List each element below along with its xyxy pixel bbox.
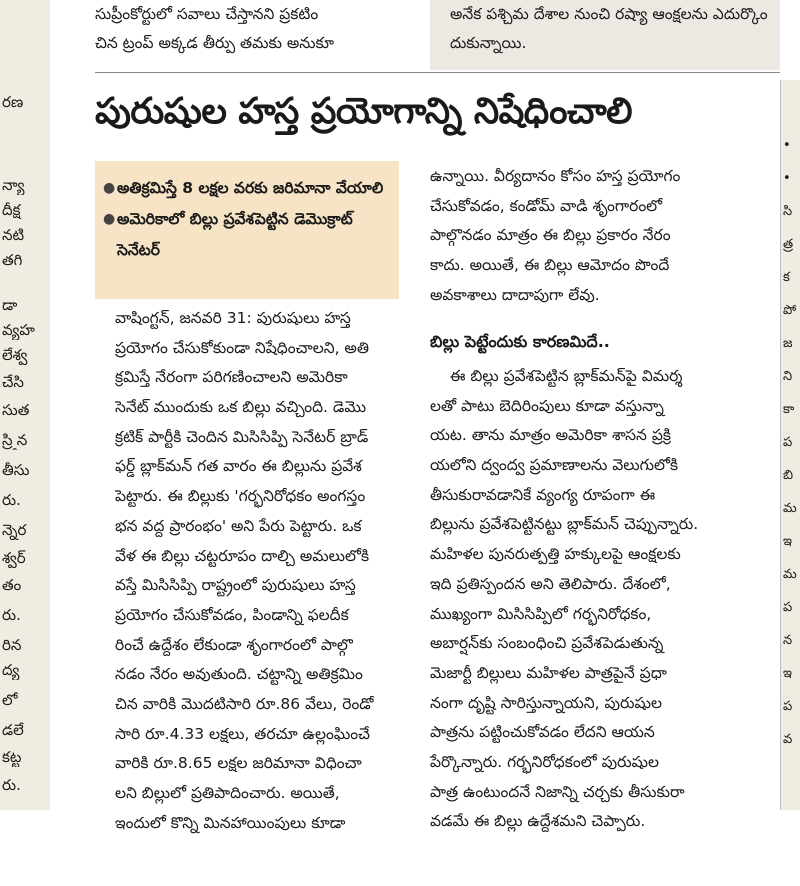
text-line: తీసుకురావడానికే వ్యంగ్య రూపంగా ఈ <box>430 485 656 504</box>
bullet-icon: ● <box>103 211 116 227</box>
text-line: పేర్కొన్నారు. గర్భనిరోధకంలో పురుషుల <box>430 752 660 771</box>
article-headline: పురుషుల హస్త ప్రయోగాన్ని నిషేధించాలి <box>95 91 633 132</box>
text-line: కాదు. అయితే, ఈ బిల్లు ఆమోదం పొందే <box>430 256 670 275</box>
text-fragment: త్ర <box>783 237 794 252</box>
text-fragment: న్నెర <box>2 521 27 539</box>
text-fragment: • <box>783 138 791 153</box>
text-line: యలోని ద్వంద్వ ప్రమాణాలను వెలుగులోకి <box>430 456 679 475</box>
highlight-item <box>103 173 391 204</box>
text-line: ముఖ్యంగా మిసిసిప్పిలో గర్భనిరోధకం, <box>430 604 652 623</box>
text-line: వేళ ఈ బిల్లు చట్టరూపం దాల్చి అమలులోకి <box>115 546 370 565</box>
text-line: రించే ఉద్దేశం లేకుండా శృంగారంలో పాల్గొ <box>115 635 353 654</box>
text-line: పాల్గొనడం మాత్రం ఈ బిల్లు ప్రకారం నేరం <box>430 226 671 245</box>
article-subheading: బిల్లు పెట్టేందుకు కారణమిదే.. <box>430 332 610 351</box>
text-fragment: దీక్ష <box>2 201 21 219</box>
article-column-2-body <box>430 362 775 837</box>
text-fragment: మ <box>783 501 797 516</box>
text-fragment: ప <box>783 600 793 615</box>
text-line: అవకాశాలు దాదాపుగా లేవు. <box>430 285 600 304</box>
text-fragment: వ్యహ <box>2 321 35 339</box>
text-fragment: బి <box>783 468 794 483</box>
previous-article-text-left <box>95 0 420 70</box>
text-line: భన వద్ద ప్రారంభం' అని పేరు పెట్టారు. ఒక <box>115 516 362 535</box>
text-line: చేసుకోవడం, కండోమ్ వాడి శృంగారంలో <box>430 196 663 215</box>
text-fragment: ఇ <box>783 666 792 681</box>
text-fragment: ఇ <box>783 534 792 549</box>
text-line: పాత్రను పట్టించుకోవడం లేదని ఆయన <box>430 723 655 742</box>
text-line: యట. తాను మాత్రం అమెరికా శాసన ప్రక్రి <box>430 426 671 445</box>
text-fragment: తగి <box>2 251 23 269</box>
text-fragment: లో <box>2 691 18 709</box>
text-fragment: జ <box>783 336 793 351</box>
divider <box>95 72 780 73</box>
text-line: ప్రయోగం చేసుకోకుండా నిషేధించాలని, అతి <box>115 338 369 357</box>
article-column-1 <box>115 304 405 838</box>
highlight-text: అమెరికాలో బిల్లు ప్రవేశపెట్టిన డెమొక్రాట్ సెనేటర్ <box>117 210 353 259</box>
text-line: వడమే ఈ బిల్లు ఉద్దేశమని చెప్పారు. <box>430 812 646 831</box>
text-fragment: ప <box>783 435 793 450</box>
text-fragment: • <box>783 171 791 186</box>
text-fragment: పో <box>783 303 797 318</box>
text-line: పాత్ర ఉంటుందనే నిజాన్ని చర్చకు తీసుకురా <box>430 782 685 801</box>
text-fragment: న <box>783 633 793 648</box>
text-line: మహిళల పునరుత్పత్తి హక్కులపై ఆంక్షలకు <box>430 545 681 564</box>
text-fragment: కా <box>783 402 795 417</box>
text-fragment: మ <box>783 567 797 582</box>
text-line: వారికి రూ.8.65 లక్షల జరిమానా విధించా <box>115 754 362 773</box>
text-fragment: క <box>783 270 790 285</box>
text-line: లతో పాటు బెదిరింపులు కూడా వస్తున్నా <box>430 396 664 415</box>
text-fragment: నటి <box>2 226 25 244</box>
highlight-item <box>103 204 391 266</box>
text-fragment: స్ర్తిన <box>2 431 28 449</box>
text-line: అనేక పశ్చిమ దేశాల నుంచి రష్యా ఆంక్షలను ఎదుర్కొం <box>450 5 768 23</box>
text-fragment: సి <box>783 204 793 219</box>
text-line: సెనేట్ ముందుకు ఒక బిల్లు వచ్చింది. డెమొ <box>115 398 367 417</box>
text-line: నడం నేరం అవుతుంది. చట్టాన్ని అతిక్రమిం <box>115 665 363 684</box>
text-fragment: రణ <box>2 93 24 111</box>
text-fragment: రిన <box>2 636 22 654</box>
text-fragment: శ్వర్ <box>2 549 26 567</box>
text-line: సుప్రీంకోర్టులో సవాలు చేస్తానని ప్రకటిం <box>95 5 319 23</box>
text-fragment: రు. <box>2 776 21 794</box>
text-fragment: తీసు <box>2 461 30 479</box>
text-line: క్రమిస్తే నేరంగా పరిగణించాలని అమెరికా <box>115 368 348 387</box>
text-fragment: కట్ట <box>2 748 22 766</box>
text-line: లని బిల్లులో ప్రతిపాదించారు. అయితే, <box>115 784 340 802</box>
text-line: ప్రయోగం చేసుకోవడం, పిండాన్ని ఫలదీక <box>115 605 349 624</box>
text-fragment: న్యా <box>2 176 25 194</box>
text-line: దుకున్నాయి. <box>450 34 527 52</box>
left-neighbor-column <box>0 0 50 810</box>
text-fragment: తం <box>2 576 22 594</box>
text-line: నంగా దృష్టి సారిస్తున్నాయని, పురుషుల <box>430 693 662 712</box>
text-fragment: డలే <box>2 721 24 739</box>
text-line: చిన ట్రంప్ అక్కడ తీర్పు తమకు అనుకూ <box>95 34 334 52</box>
text-line: ఈ బిల్లు ప్రవేశపెట్టిన బ్లాక్‌మన్‌పై విమర్శ <box>450 367 683 385</box>
text-line: చిన వారికి మొదటిసారి రూ.86 వేలు, రెండో <box>115 694 374 713</box>
text-line: అబార్షన్‌కు సంబంధించి ప్రవేశపెడుతున్న <box>430 634 664 653</box>
text-line: వస్తే మిసిసిప్పి రాష్ట్రంలో పురుషులు హస్త <box>115 576 356 595</box>
text-line: వాషింగ్టన్, జనవరి 31: పురుషులు హస్త <box>115 309 351 327</box>
text-line: బిల్లును ప్రవేశపెట్టినట్టు బ్లాక్‌మన్ చెప్పున్నారు. <box>430 515 699 534</box>
text-fragment: డా <box>2 296 18 314</box>
text-line: పెట్టారు. ఈ బిల్లుకు 'గర్భనిరోధకం అంగస్తం <box>115 487 366 506</box>
text-line: ఇందులో కొన్ని మినహాయింపులు కూడా <box>115 813 346 832</box>
bullet-icon: ● <box>103 180 116 196</box>
highlights-box <box>95 161 399 299</box>
text-fragment: చేసి <box>2 373 24 391</box>
text-fragment: లేశ్వ <box>2 346 28 364</box>
text-fragment: ని <box>783 369 793 384</box>
text-fragment: రు. <box>2 606 21 624</box>
text-fragment: వ <box>783 732 793 747</box>
text-line: ఉన్నాయి. వీర్యదానం కోసం హస్త ప్రయోగం <box>430 167 681 185</box>
text-line: క్రటిక్ పార్టీకి చెందిన మిసిసిప్పి సెనేటర్ బ్రాడ్ <box>115 427 369 446</box>
highlight-text: అతిక్రమిస్తే 8 లక్షల వరకు జరిమానా వేయాలి <box>117 179 384 197</box>
text-fragment: ప <box>783 699 793 714</box>
text-fragment: ద్య <box>2 661 20 679</box>
text-line: ఇది ప్రతిస్పందన అని తెలిపారు. దేశంలో, <box>430 574 671 593</box>
text-fragment: రు. <box>2 491 21 509</box>
right-neighbor-column <box>780 80 800 810</box>
text-line: ఫర్డ్ బ్లాక్‌మన్ గత వారం ఈ బిల్లును ప్రవేశ <box>115 457 362 476</box>
text-line: సారి రూ.4.33 లక్షలు, తరచూ ఉల్లంఘించే <box>115 724 370 743</box>
previous-article-text-right <box>430 0 780 70</box>
text-fragment: సుత <box>2 401 30 419</box>
text-line: మెజార్టీ బిల్లులు మహిళల పాత్రపైనే ప్రధా <box>430 663 667 682</box>
article-column-2-top <box>430 162 775 310</box>
